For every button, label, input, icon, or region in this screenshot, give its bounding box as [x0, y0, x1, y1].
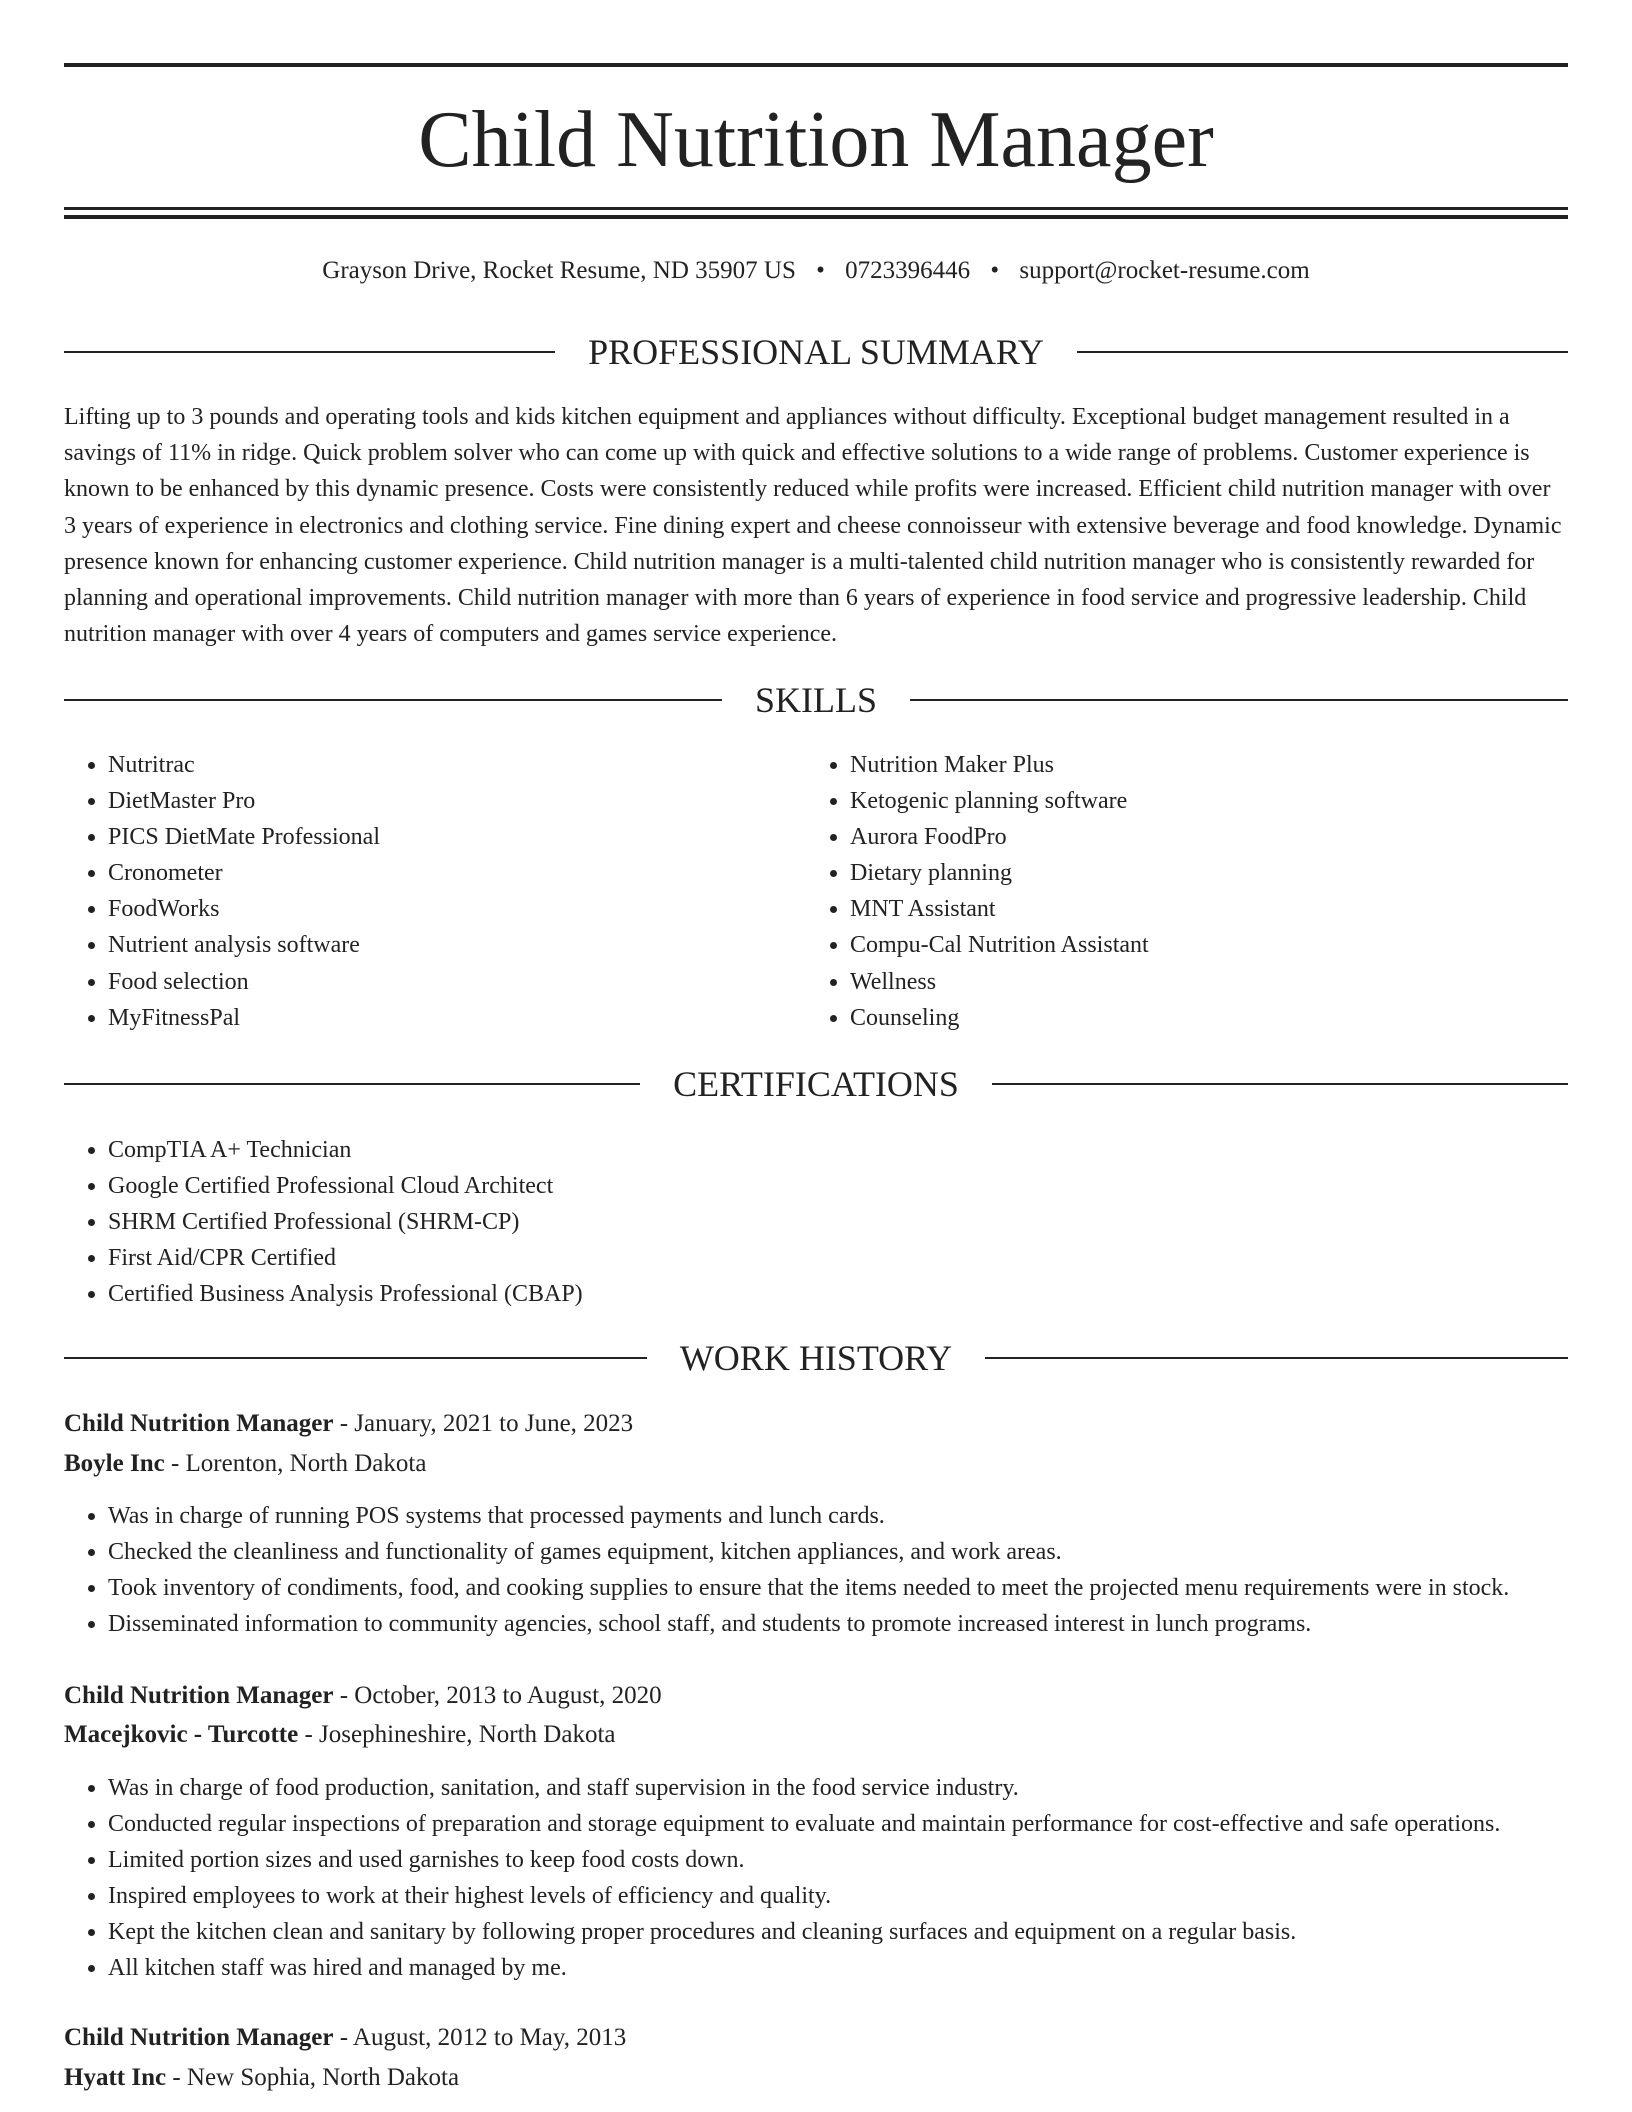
job-dates: - August, 2012 to May, 2013 [333, 2024, 627, 2051]
skill-item: • Nutrient analysis software [108, 927, 808, 963]
section-heading-label: CERTIFICATIONS [673, 1064, 959, 1104]
job-location: - New Sophia, North Dakota [166, 2064, 460, 2091]
contact-separator: • [990, 257, 1000, 284]
job-bullet: • Inspired employees to work at their highest levels of efficiency and quality. [108, 1878, 1568, 1914]
skill-item: • Nutrition Maker Plus [850, 747, 1550, 783]
job-bullet: • Was in charge of food production, sanitation, and staff supervision in the food service industry. [108, 1770, 1568, 1806]
skill-item: • FoodWorks [108, 891, 808, 927]
skills-list-right [806, 747, 1550, 1036]
resume-title: Child Nutrition Manager [418, 96, 1214, 184]
job-title: Child Nutrition Manager [64, 2024, 334, 2051]
header-double-rule-lower [64, 215, 1568, 219]
job-bullets [64, 1770, 1568, 1987]
job-title-line [64, 1406, 1568, 1442]
skill-item: • MNT Assistant [850, 891, 1550, 927]
job-company-line [64, 2060, 1568, 2096]
skill-item: • Dietary planning [850, 855, 1550, 891]
certification-item: • Google Certified Professional Cloud Architect [108, 1168, 1568, 1204]
section-heading-label: PROFESSIONAL SUMMARY [588, 332, 1044, 372]
header-double-rule-upper [64, 207, 1568, 210]
job-bullet: • Disseminated information to community agencies, school staff, and students to promote increased interest in lunch programs. [108, 1606, 1568, 1642]
heading-rule-right [992, 1083, 1568, 1085]
heading-rule-right [1077, 351, 1568, 353]
certification-item: • First Aid/CPR Certified [108, 1240, 1568, 1276]
skill-item: • Compu-Cal Nutrition Assistant [850, 927, 1550, 963]
job-location: - Lorenton, North Dakota [164, 1450, 427, 1477]
skill-item: • DietMaster Pro [108, 783, 808, 819]
job-dates: - October, 2013 to August, 2020 [333, 1682, 662, 1709]
job-bullet: • Kept the kitchen clean and sanitary by following proper procedures and cleaning surfaces and equipment on a regular basis. [108, 1914, 1568, 1950]
job-title: Child Nutrition Manager [64, 1410, 334, 1437]
job-bullet: • Checked the cleanliness and functionality of games equipment, kitchen appliances, and work areas. [108, 1534, 1568, 1570]
job-company: Hyatt Inc [64, 2064, 167, 2091]
job-bullet: • Was in charge of running POS systems that processed payments and lunch cards. [108, 1498, 1568, 1534]
skill-item: • Counseling [850, 1000, 1550, 1036]
job-title-line [64, 2020, 1568, 2056]
skill-item: • MyFitnessPal [108, 1000, 808, 1036]
job-company: Macejkovic - Turcotte [64, 1721, 299, 1748]
certifications-list [64, 1132, 1568, 1312]
skill-item: • Cronometer [108, 855, 808, 891]
header-top-rule [64, 63, 1568, 67]
skill-item: • Nutritrac [108, 747, 808, 783]
heading-rule-left [64, 1357, 647, 1359]
certification-item: • CompTIA A+ Technician [108, 1132, 1568, 1168]
certification-item: • SHRM Certified Professional (SHRM-CP) [108, 1204, 1568, 1240]
heading-rule-right [985, 1357, 1568, 1359]
certification-item: • Certified Business Analysis Professional (CBAP) [108, 1276, 1568, 1312]
job-dates: - January, 2021 to June, 2023 [333, 1410, 634, 1437]
heading-rule-left [64, 1083, 640, 1085]
contact-email: support@rocket-resume.com [1019, 257, 1310, 284]
heading-rule-right [910, 699, 1568, 701]
job-company-line [64, 1717, 1568, 1753]
section-heading-label: WORK HISTORY [679, 1338, 953, 1378]
contact-phone: 0723396446 [845, 257, 971, 284]
heading-rule-left [64, 699, 722, 701]
skill-item: • Food selection [108, 964, 808, 1000]
contact-separator: • [816, 257, 825, 284]
section-heading-work-history [64, 1336, 1568, 1380]
skill-item: • Wellness [850, 964, 1550, 1000]
section-heading-summary [64, 330, 1568, 374]
skill-item: • Aurora FoodPro [850, 819, 1550, 855]
job-bullet: • Took inventory of condiments, food, and cooking supplies to ensure that the items needed to meet the projected menu requirements were in stock. [108, 1570, 1568, 1606]
section-heading-certifications [64, 1062, 1568, 1106]
job-location: - Josephineshire, North Dakota [298, 1721, 616, 1748]
skill-item: • Ketogenic planning software [850, 783, 1550, 819]
professional-summary-text: Lifting up to 3 pounds and operating tools and kids kitchen equipment and appliances without difficulty. Exceptional budget management resulted in a savings of 11% in ridge. Quick problem solver who can come up with quick and effective solutions to a wide range of problems. Customer experience is known to be enhanced by this dynamic presence. Costs were consistently reduced while profits were increased. Efficient child nutrition manager with over 3 years of experience in electronics and clothing service. Fine dining expert and cheese connoisseur with extensive beverage and food knowledge. Dynamic presence known for enhancing customer experience. Child nutrition manager is a multi-talented child nutrition manager who is consistently rewarded for planning and operational improvements. Child nutrition manager with more than 6 years of experience in food service and progressive leadership. Child nutrition manager with over 4 years of computers and games service experience. [64, 404, 1562, 648]
contact-address: Grayson Drive, Rocket Resume, ND 35907 US [322, 257, 796, 284]
job-bullet: • Conducted regular inspections of preparation and storage equipment to evaluate and maintain performance for cost-effective and safe operations. [108, 1806, 1568, 1842]
section-heading-skills [64, 678, 1568, 722]
section-heading-label: SKILLS [755, 680, 878, 720]
heading-rule-left [64, 351, 555, 353]
job-bullets [64, 1498, 1568, 1642]
job-title-line [64, 1678, 1568, 1714]
job-bullet: • Limited portion sizes and used garnishes to keep food costs down. [108, 1842, 1568, 1878]
skill-item: • PICS DietMate Professional [108, 819, 808, 855]
skills-list-left [64, 747, 808, 1036]
job-company: Boyle Inc [64, 1450, 165, 1477]
job-company-line [64, 1446, 1568, 1482]
job-title: Child Nutrition Manager [64, 1682, 334, 1709]
job-bullet: • All kitchen staff was hired and managed by me. [108, 1950, 1568, 1986]
contact-line [64, 255, 1568, 287]
